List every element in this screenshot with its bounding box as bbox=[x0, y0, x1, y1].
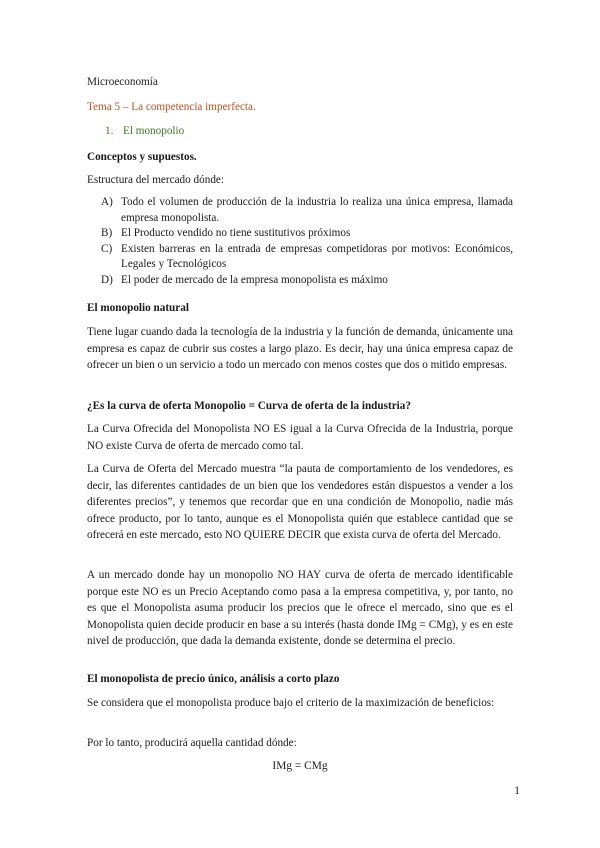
formula: IMg = CMg bbox=[272, 760, 328, 772]
supply-paragraph-3: A un mercado donde hay un monopolio NO HAY curva de oferta de mercado identificable porque este NO es un Precio Aceptando como pasa a la empresa competitiva, y, por tanto, no es que el Monopolista asuma producir los precios que le ofrece el mercado, sino que es el Monopolista quien decide producir en base a su interés (hasta donde IMg = CMg), y es en este nivel de producción, que dada la demanda existente, donde se determina el precio. bbox=[87, 569, 513, 648]
list-item bbox=[101, 273, 513, 289]
supply-paragraph-2: La Curva de Oferta del Mercado muestra “la pauta de comportamiento de los vendedores, es decir, las diferentes cantidades de un bien que los vendedores están dispuestos a vender a los diferentes precios”, y tenemos que recordar que en una condición de Monopolio, nadie más ofrece producto, por lo tanto, aunque es el Monopolista quién que establece cantidad que se ofrecerá en este mercado, esto NO QUIERE DECIR que exista curva de oferta del Mercado. bbox=[87, 463, 513, 542]
page-number: 1 bbox=[514, 785, 520, 797]
list-text: Todo el volumen de producción de la industria lo realiza una única empresa, llamada empresa monopolista. bbox=[121, 196, 513, 224]
list-item bbox=[101, 242, 513, 273]
short-run-paragraph-1: Se considera que el monopolista produce bajo el criterio de la maximización de beneficios: bbox=[87, 697, 495, 709]
subject-title: Microeconomía bbox=[87, 76, 158, 88]
list-item bbox=[101, 226, 513, 242]
list-marker: B) bbox=[101, 227, 113, 240]
supply-curve-heading: ¿Es la curva de oferta Monopolio = Curva de oferta de la industria? bbox=[87, 400, 411, 412]
supply-paragraph-1: La Curva Ofrecida del Monopolista NO ES igual a la Curva Ofrecida de la Industria, porque NO existe Curva de oferta de mercado como tal. bbox=[87, 423, 513, 452]
list-item bbox=[101, 195, 513, 226]
concepts-intro: Estructura del mercado dónde: bbox=[87, 174, 224, 186]
section-number: 1. bbox=[105, 125, 114, 137]
list-marker: A) bbox=[101, 196, 113, 208]
short-run-heading: El monopolista de precio único, análisis a corto plazo bbox=[87, 673, 340, 685]
list-text: Existen barreras en la entrada de empresas competidoras por motivos: Económicos, Legales y Tecnológicos bbox=[121, 242, 513, 271]
section-heading bbox=[105, 123, 531, 140]
natural-monopoly-text: Tiene lugar cuando dada la tecnología de la industria y la función de demanda, únicamente una empresa es capaz de cubrir sus costes a largo plazo. Es decir, hay una única empresa capaz de ofrecer un bien o un servicio a todo un mercado con menos costes que dos o mitido empresas. bbox=[87, 326, 513, 372]
list-marker: C) bbox=[101, 242, 113, 255]
concepts-heading: Conceptos y supuestos. bbox=[87, 151, 197, 163]
list-text: El Producto vendido no tiene sustitutivos próximos bbox=[121, 227, 351, 240]
list-text: El poder de mercado de la empresa monopolista es máximo bbox=[121, 273, 388, 286]
topic-title: Tema 5 – La competencia imperfecta. bbox=[87, 101, 256, 113]
list-marker: D) bbox=[101, 273, 113, 286]
short-run-paragraph-2: Por lo tanto, producirá aquella cantidad dónde: bbox=[87, 737, 297, 749]
assumptions-list bbox=[101, 195, 513, 289]
natural-monopoly-heading: El monopolio natural bbox=[87, 302, 189, 314]
section-title: El monopolio bbox=[123, 125, 185, 137]
